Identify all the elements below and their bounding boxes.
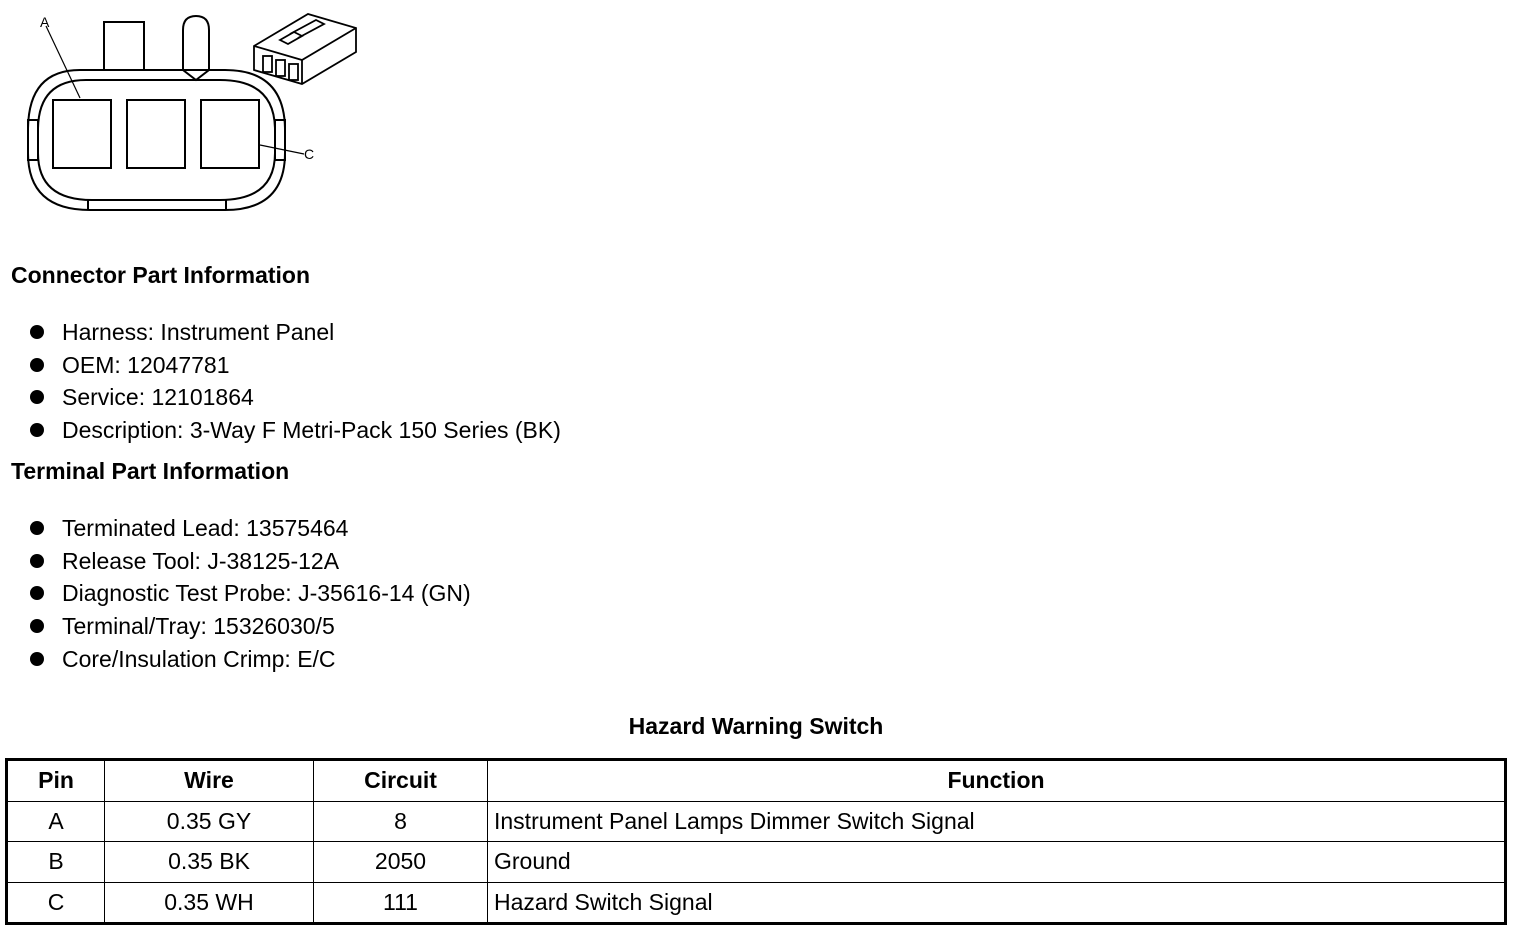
connector-info-heading: Connector Part Information [11,262,311,288]
bullet-icon [30,521,44,535]
list-item [28,316,561,349]
table-row [7,842,1506,883]
connector-diagram [20,8,370,218]
pin-label-c: C [304,146,315,162]
list-item [28,414,561,447]
pinout-table [5,758,1507,925]
cell-circuit: 2050 [314,842,488,883]
list-item [28,349,561,382]
terminal-info-item: Diagnostic Test Probe: J-35616-14 (GN) [62,580,471,607]
terminal-info-item: Terminal/Tray: 15326030/5 [62,613,335,640]
list-item [28,577,471,610]
connector-info-item: Harness: Instrument Panel [62,319,335,345]
list-item [28,512,471,545]
list-item [28,610,471,643]
connector-housing-outer [28,70,285,210]
connector-side-notch-right [275,120,285,160]
connector-info-item: Description: 3-Way F Metri-Pack 150 Series (BK) [62,417,561,444]
bullet-icon [30,619,44,633]
terminal-cavity-c [201,100,259,168]
bullet-icon [30,652,44,666]
header-circuit: Circuit [314,760,488,802]
bullet-icon [30,586,44,600]
table-header-row [7,760,1506,802]
bullet-icon [30,358,44,372]
connector-thumbnail [254,14,356,84]
bullet-icon [30,325,44,339]
cell-pin: C [7,882,105,924]
pin-label-a: A [40,14,50,30]
cell-wire: 0.35 BK [105,842,314,883]
connector-housing-inner [38,80,275,200]
terminal-info-list [28,512,471,675]
table-row [7,801,1506,842]
cell-circuit: 111 [314,882,488,924]
terminal-info-heading: Terminal Part Information [11,458,290,484]
bullet-icon [30,423,44,437]
connector-info-item: OEM: 12047781 [62,351,230,378]
bullet-icon [30,554,44,568]
connector-info-item: Service: 12101864 [62,384,254,411]
header-wire: Wire [105,760,314,802]
cell-function: Ground [488,842,1506,883]
cell-function: Instrument Panel Lamps Dimmer Switch Signal [488,801,1506,842]
table-title: Hazard Warning Switch [628,713,884,739]
cell-pin: A [7,801,105,842]
table-row [7,882,1506,924]
list-item [28,381,561,414]
terminal-cavity-a [53,100,111,168]
connector-lock-tab [104,22,144,70]
terminal-cavity-b [127,100,185,168]
cell-function: Hazard Switch Signal [488,882,1506,924]
terminal-info-item: Release Tool: J-38125-12A [62,547,340,574]
cell-circuit: 8 [314,801,488,842]
connector-info-list [28,316,561,447]
list-item [28,643,471,676]
connector-side-notch-left [28,120,38,160]
header-function: Function [488,760,1506,802]
cell-wire: 0.35 GY [105,801,314,842]
terminal-info-item: Core/Insulation Crimp: E/C [62,645,336,672]
bullet-icon [30,390,44,404]
terminal-info-item: Terminated Lead: 13575464 [62,515,349,541]
cell-wire: 0.35 WH [105,882,314,924]
list-item [28,545,471,578]
header-pin: Pin [7,760,105,802]
cell-pin: B [7,842,105,883]
